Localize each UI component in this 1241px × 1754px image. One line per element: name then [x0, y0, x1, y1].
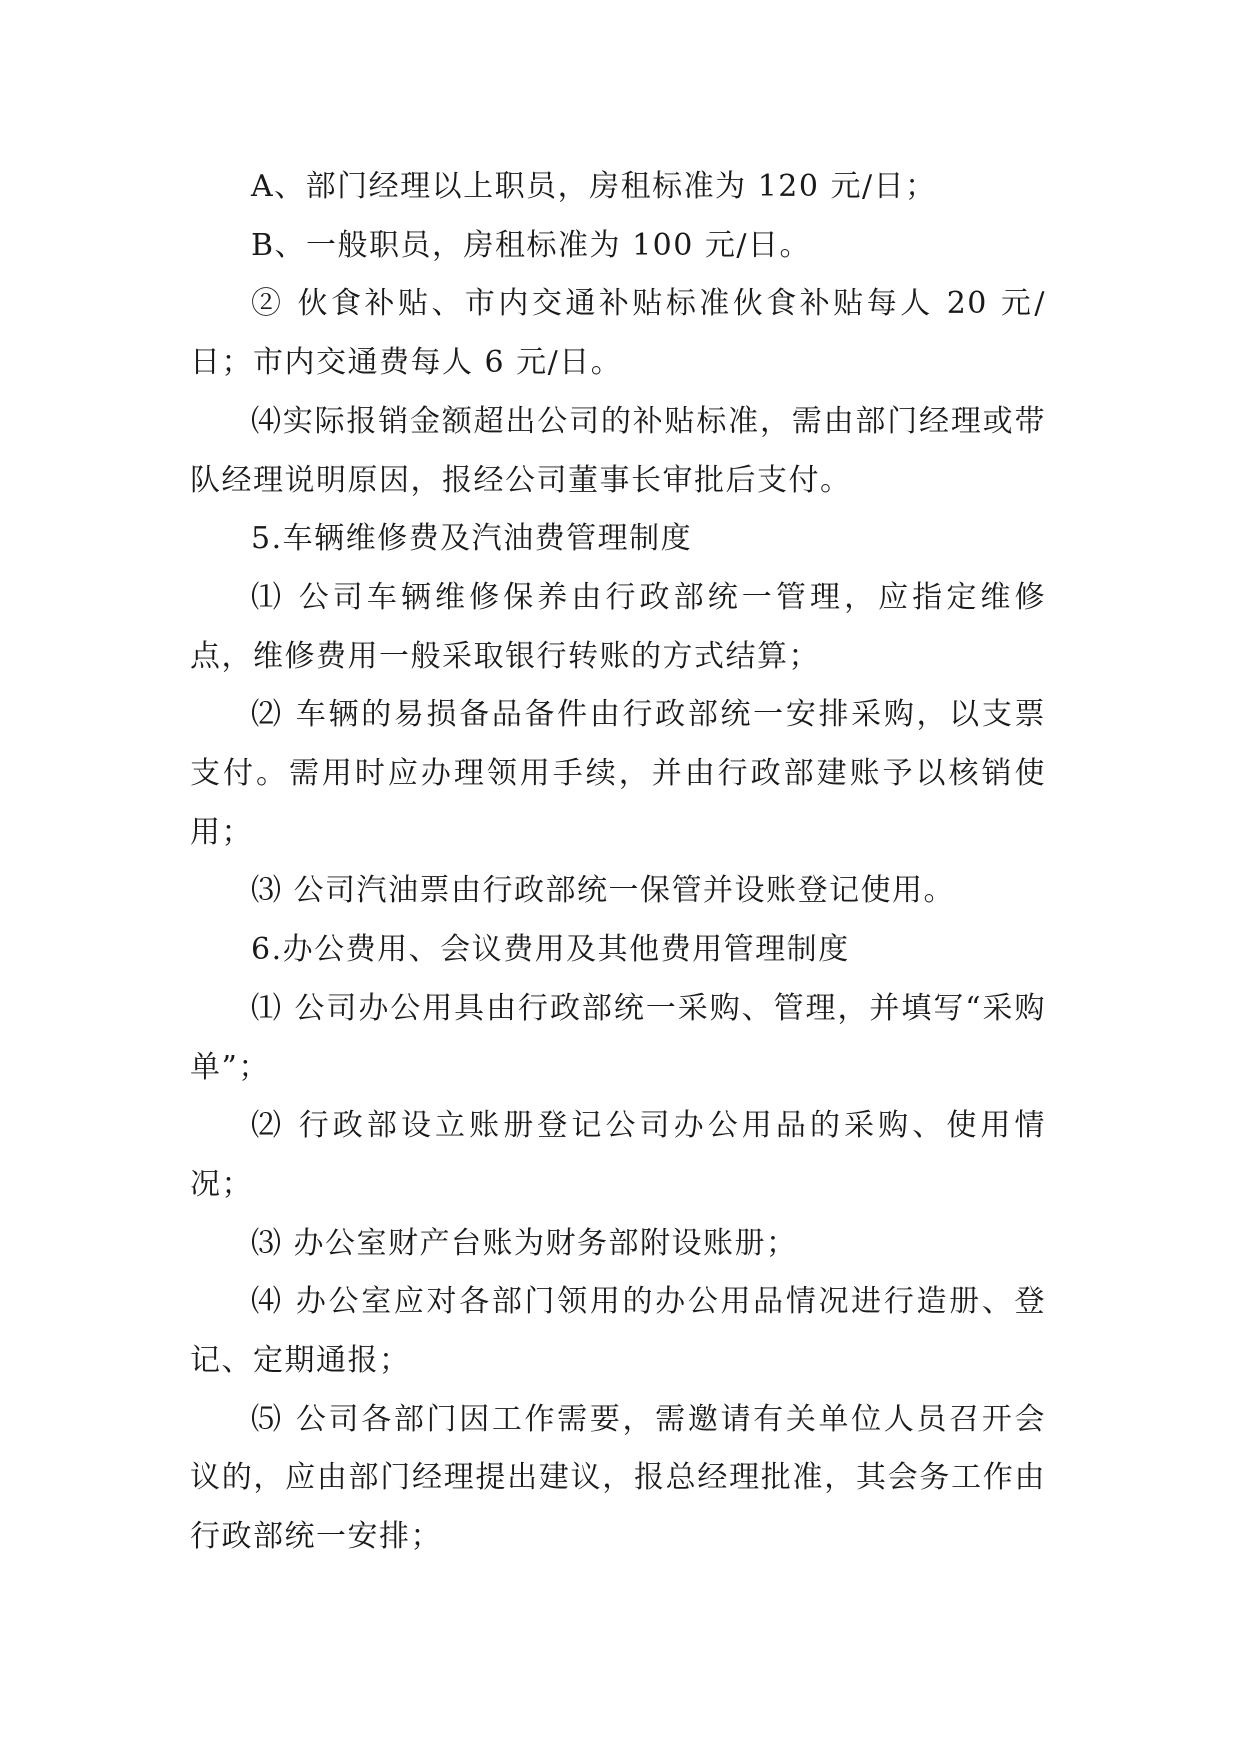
paragraph-fuel-tickets: ⑶ 公司汽油票由行政部统一保管并设账登记使用。	[251, 873, 956, 909]
paragraph-vehicle-maintenance: ⑴ 公司车辆维修保养由行政部统一管理，应指定维修点，维修费用一般采取银行转账的方式结算；	[190, 579, 1046, 674]
document-body	[190, 158, 1046, 1567]
paragraph-meal-transport-allowance: ② 伙食补贴、市内交通补贴标准伙食补贴每人 20 元/日；市内交通费每人 6 元/日。	[190, 286, 1046, 381]
paragraph-property-ledger: ⑶ 办公室财产台账为财务部附设账册；	[251, 1225, 798, 1261]
paragraph-office-supplies-purchase: ⑴ 公司办公用具由行政部统一采购、管理，并填写“采购单”；	[190, 990, 1046, 1085]
paragraph-vehicle-spare-parts: ⑵ 车辆的易损备品备件由行政部统一安排采购，以支票支付。需用时应办理领用手续，并由行政部建账予以核销使用；	[190, 697, 1046, 850]
paragraph-meeting-approval: ⑸ 公司各部门因工作需要，需邀请有关单位人员召开会议的，应由部门经理提出建议，报总经理批准，其会务工作由行政部统一安排；	[190, 1401, 1046, 1555]
paragraph-rent-manager: A、部门经理以上职员，房租标准为 120 元/日；	[251, 169, 937, 204]
paragraph-rent-staff: B、一般职员，房租标准为 100 元/日。	[251, 227, 811, 263]
section-heading-vehicle-fuel: 5.车辆维修费及汽油费管理制度	[251, 521, 693, 557]
paragraph-supplies-ledger: ⑵ 行政部设立账册登记公司办公用品的采购、使用情况；	[190, 1108, 1046, 1202]
paragraph-supplies-registration: ⑷ 办公室应对各部门领用的办公用品情况进行造册、登记、定期通报；	[190, 1284, 1046, 1379]
section-heading-office-meeting: 6.办公费用、会议费用及其他费用管理制度	[251, 932, 850, 968]
paragraph-excess-reimbursement: ⑷实际报销金额超出公司的补贴标准，需由部门经理或带队经理说明原因，报经公司董事长审批后支付。	[190, 403, 1046, 498]
